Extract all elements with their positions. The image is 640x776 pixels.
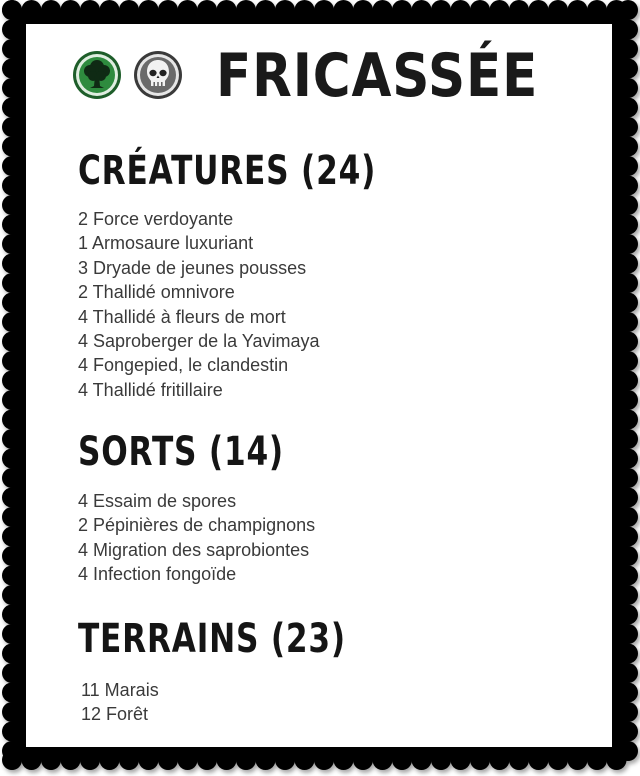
- card-entry: 4 Thallidé à fleurs de mort: [78, 306, 286, 327]
- black-mana-skull-icon: [133, 50, 183, 100]
- card-entry: 4 Fongepied, le clandestin: [78, 355, 289, 376]
- lands-list: [81, 678, 159, 727]
- card-entry: 4 Migration des saprobiontes: [78, 539, 310, 560]
- section-heading-creatures: CRÉATURES (24): [78, 148, 377, 194]
- spells-list: [78, 489, 315, 587]
- creatures-list: [78, 207, 319, 402]
- green-mana-tree-icon: [72, 50, 122, 100]
- card-entry: 4 Infection fongoïde: [78, 564, 237, 585]
- card-entry: 11 Marais: [81, 680, 159, 700]
- section-heading-lands: TERRAINS (23): [78, 616, 346, 662]
- card-entry: 1 Armosaure luxuriant: [78, 233, 254, 254]
- card-entry: 4 Saproberger de la Yavimaya: [78, 331, 320, 352]
- section-heading-spells: SORTS (14): [78, 429, 284, 475]
- deck-title: FRICASSÉE: [216, 41, 539, 111]
- card-entry: 2 Force verdoyante: [78, 209, 234, 229]
- card-entry: 4 Thallidé fritillaire: [78, 379, 223, 400]
- card-entry: 3 Dryade de jeunes pousses: [78, 257, 307, 278]
- card-entry: 4 Essaim de spores: [78, 491, 237, 511]
- card-entry: 2 Thallidé omnivore: [78, 282, 235, 303]
- card-entry: 2 Pépinières de champignons: [78, 515, 316, 536]
- card-entry: 12 Forêt: [81, 704, 149, 725]
